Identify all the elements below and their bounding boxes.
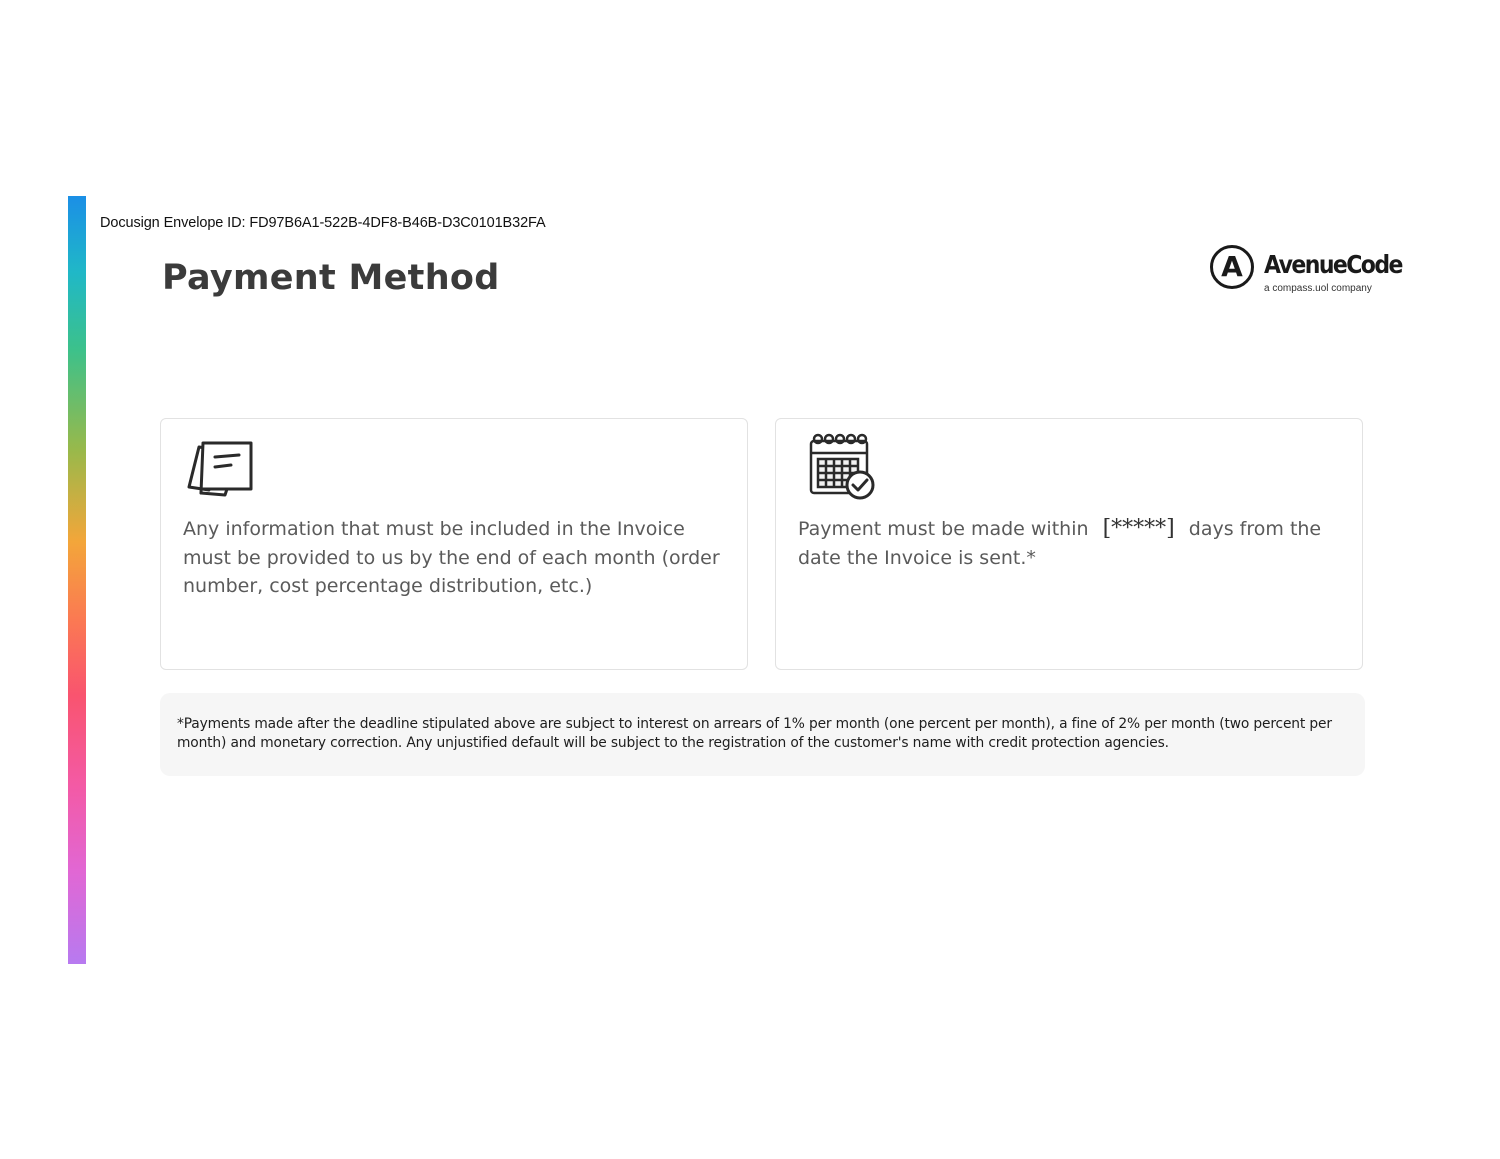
- invoice-info-card: [160, 418, 748, 670]
- payment-terms-text-before: Payment must be made within: [798, 518, 1089, 540]
- payment-terms-card: [775, 418, 1363, 670]
- gradient-accent-bar: [68, 196, 86, 964]
- company-logo: [1208, 243, 1402, 303]
- footnote-text: *Payments made after the deadline stipulated above are subject to interest on arrears of 1% per month (one percent per month), a fine of 2% per month (two percent per month) and monetary correction. Any unjustified default will be subject to the registration of the customer's name with credit protection agencies.: [177, 716, 1332, 751]
- invoice-info-text: Any information that must be included in the Invoice must be provided to us by the end of each month (order number, cost percentage distribution, etc.): [183, 518, 720, 597]
- logo-name: AvenueCode: [1264, 250, 1402, 279]
- calendar-check-icon: [808, 429, 878, 506]
- envelope-id: Docusign Envelope ID: FD97B6A1-522B-4DF8-B46B-D3C0101B32FA: [100, 215, 546, 231]
- logo-mark: A: [1210, 245, 1254, 289]
- page-title: Payment Method: [162, 258, 500, 298]
- document-icon: [185, 437, 257, 504]
- days-placeholder: [*****]: [1102, 516, 1175, 541]
- payment-terms-text: [798, 515, 1348, 572]
- payment-terms-text-after: days from the date the Invoice is sent.*: [798, 518, 1322, 569]
- footnote-box: [160, 693, 1365, 776]
- logo-tagline: a compass.uol company: [1264, 283, 1372, 294]
